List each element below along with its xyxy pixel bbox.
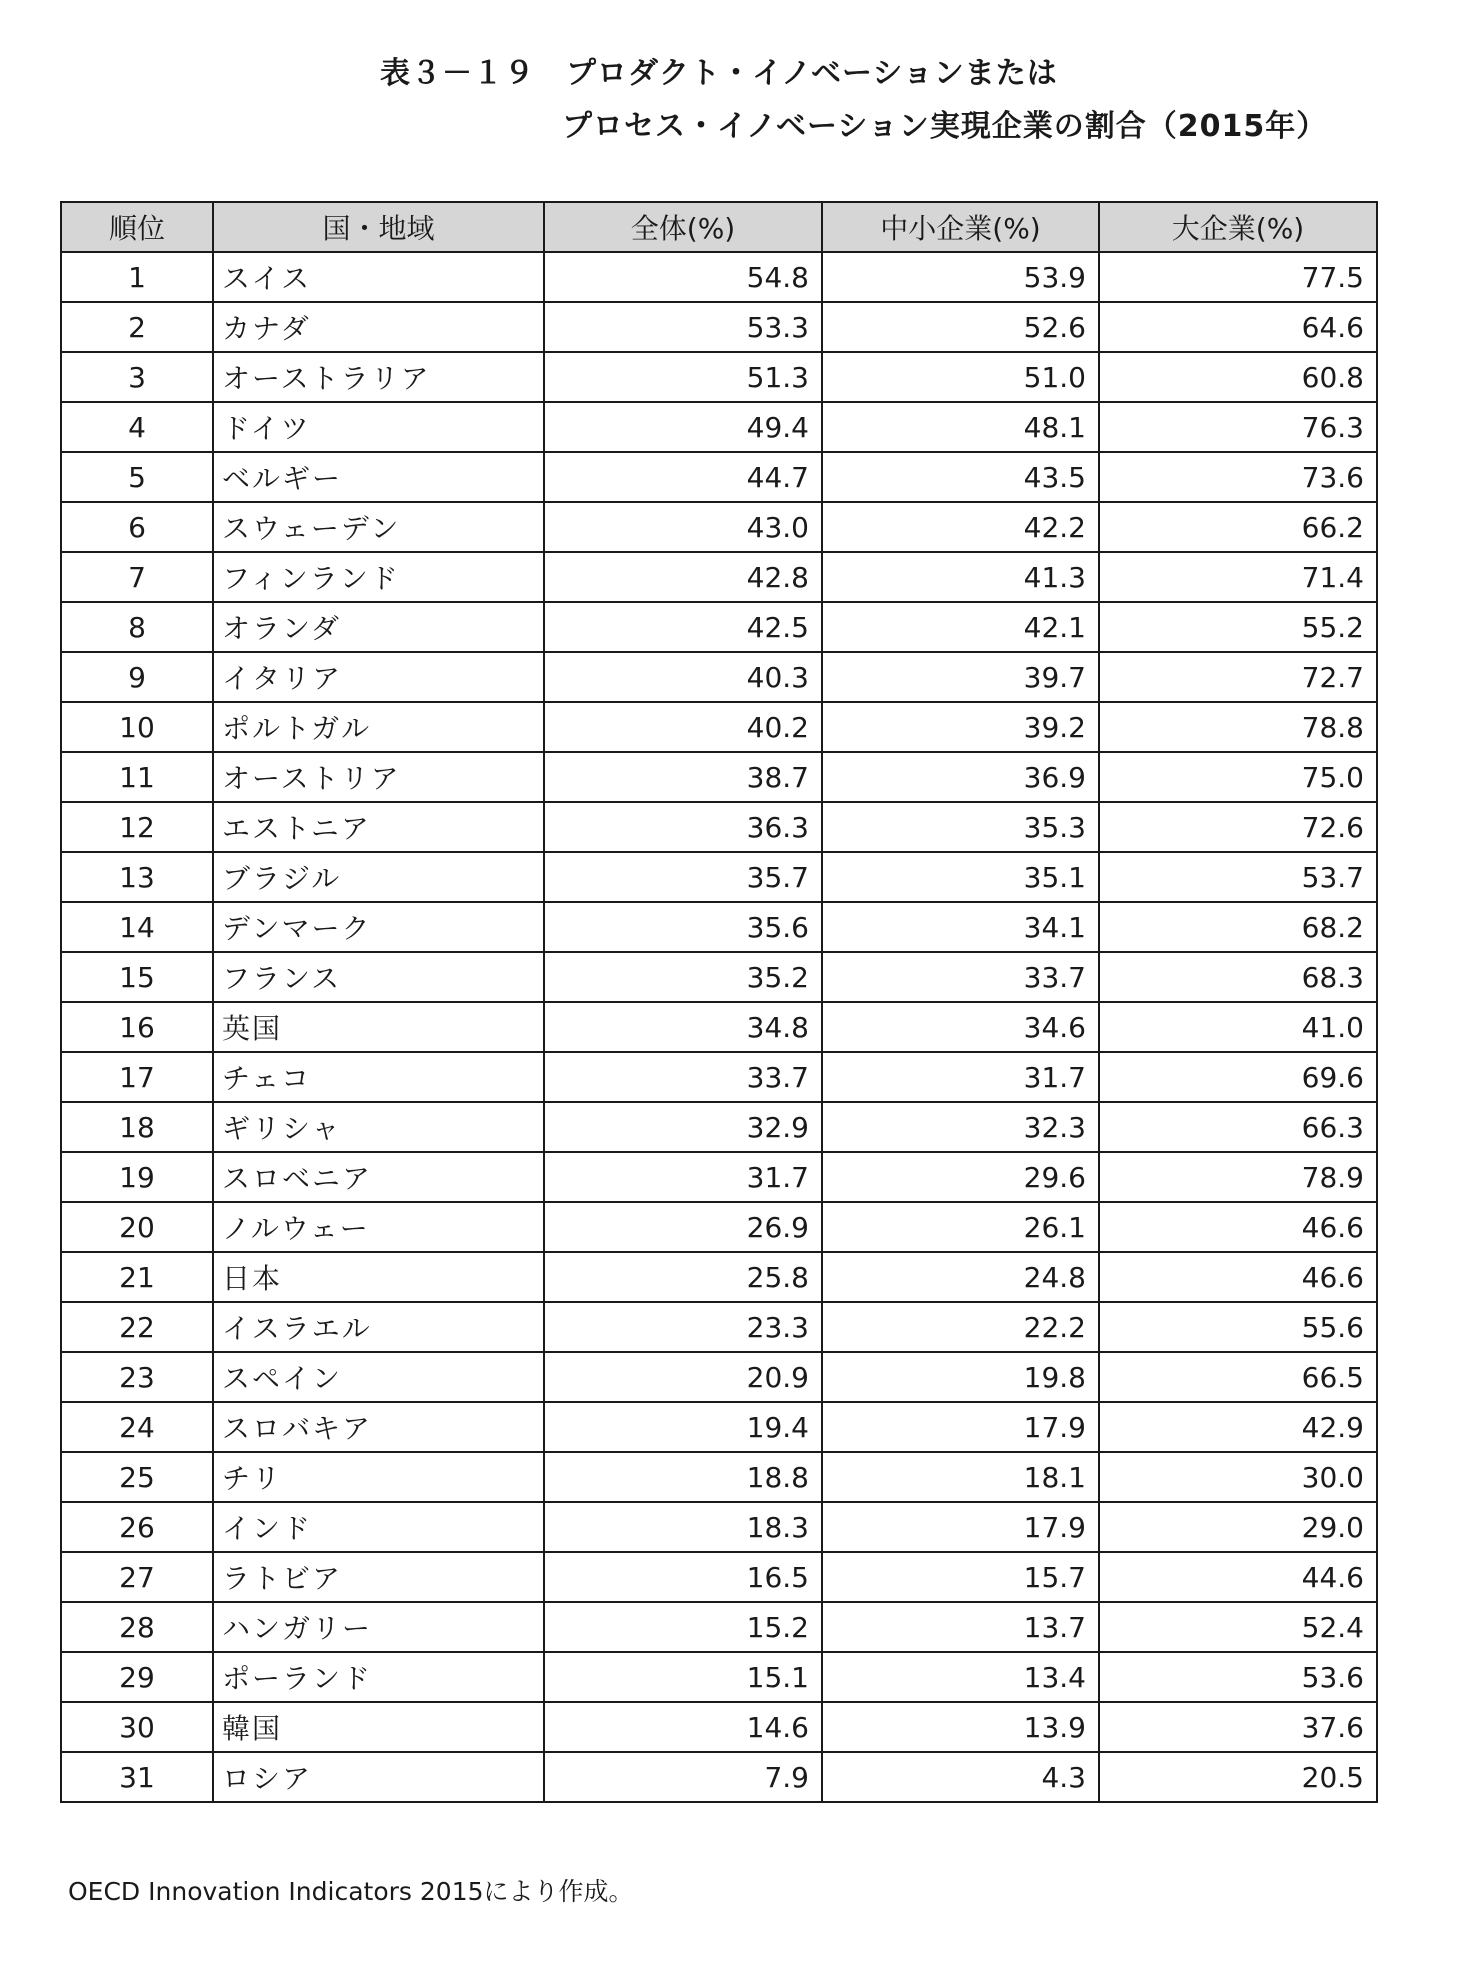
table-title-line-2: プロセス・イノベーション実現企業の割合（2015年） [562,109,1328,144]
total-cell: 42.8 [544,552,822,602]
table-row [61,1452,1377,1502]
sme-cell: 42.1 [822,602,1099,652]
rank-cell: 25 [61,1452,213,1502]
large-cell: 68.3 [1099,952,1377,1002]
country-cell: ノルウェー [213,1202,544,1252]
total-cell: 44.7 [544,452,822,502]
large-cell: 20.5 [1099,1752,1377,1802]
table-row [61,602,1377,652]
rank-cell: 28 [61,1602,213,1652]
total-cell: 35.6 [544,902,822,952]
sme-cell: 36.9 [822,752,1099,802]
large-cell: 77.5 [1099,252,1377,302]
country-cell: 韓国 [213,1702,544,1752]
total-cell: 15.1 [544,1652,822,1702]
rank-cell: 26 [61,1502,213,1552]
large-cell: 42.9 [1099,1402,1377,1452]
large-cell: 71.4 [1099,552,1377,602]
large-cell: 55.2 [1099,602,1377,652]
sme-cell: 13.4 [822,1652,1099,1702]
table-row [61,1402,1377,1452]
country-cell: スウェーデン [213,502,544,552]
table-title-line-1: 表３－１９ プロダクト・イノベーションまたは [380,56,1058,91]
sme-cell: 32.3 [822,1102,1099,1152]
rank-cell: 19 [61,1152,213,1202]
total-cell: 16.5 [544,1552,822,1602]
country-cell: ベルギー [213,452,544,502]
header-rank: 順位 [61,202,213,252]
sme-cell: 42.2 [822,502,1099,552]
country-cell: ポルトガル [213,702,544,752]
sme-cell: 41.3 [822,552,1099,602]
large-cell: 72.7 [1099,652,1377,702]
table-row [61,1102,1377,1152]
sme-cell: 4.3 [822,1752,1099,1802]
table-row [61,652,1377,702]
rank-cell: 14 [61,902,213,952]
table-row [61,552,1377,602]
total-cell: 19.4 [544,1402,822,1452]
country-cell: チェコ [213,1052,544,1102]
country-cell: スロバキア [213,1402,544,1452]
table-row [61,1752,1377,1802]
total-cell: 38.7 [544,752,822,802]
total-cell: 32.9 [544,1102,822,1152]
large-cell: 69.6 [1099,1052,1377,1102]
total-cell: 31.7 [544,1152,822,1202]
large-cell: 37.6 [1099,1702,1377,1752]
country-cell: エストニア [213,802,544,852]
sme-cell: 15.7 [822,1552,1099,1602]
rank-cell: 21 [61,1252,213,1302]
large-cell: 53.7 [1099,852,1377,902]
header-large: 大企業(%) [1099,202,1377,252]
rank-cell: 4 [61,402,213,452]
country-cell: カナダ [213,302,544,352]
total-cell: 7.9 [544,1752,822,1802]
sme-cell: 53.9 [822,252,1099,302]
total-cell: 51.3 [544,352,822,402]
table-row [61,452,1377,502]
sme-cell: 51.0 [822,352,1099,402]
large-cell: 30.0 [1099,1452,1377,1502]
large-cell: 78.9 [1099,1152,1377,1202]
rank-cell: 8 [61,602,213,652]
sme-cell: 39.2 [822,702,1099,752]
country-cell: スロベニア [213,1152,544,1202]
country-cell: イスラエル [213,1302,544,1352]
large-cell: 52.4 [1099,1602,1377,1652]
total-cell: 40.2 [544,702,822,752]
sme-cell: 52.6 [822,302,1099,352]
rank-cell: 1 [61,252,213,302]
sme-cell: 29.6 [822,1152,1099,1202]
sme-cell: 17.9 [822,1402,1099,1452]
rank-cell: 5 [61,452,213,502]
large-cell: 64.6 [1099,302,1377,352]
rank-cell: 24 [61,1402,213,1452]
table-row [61,1552,1377,1602]
table-row [61,902,1377,952]
rank-cell: 11 [61,752,213,802]
large-cell: 66.5 [1099,1352,1377,1402]
large-cell: 46.6 [1099,1252,1377,1302]
total-cell: 43.0 [544,502,822,552]
source-note: OECD Innovation Indicators 2015により作成。 [68,1877,634,1906]
rank-cell: 13 [61,852,213,902]
country-cell: チリ [213,1452,544,1502]
sme-cell: 31.7 [822,1052,1099,1102]
table-row [61,1052,1377,1102]
table-row [61,1252,1377,1302]
table-row [61,702,1377,752]
table-row [61,252,1377,302]
total-cell: 54.8 [544,252,822,302]
country-cell: ブラジル [213,852,544,902]
sme-cell: 22.2 [822,1302,1099,1352]
country-cell: デンマーク [213,902,544,952]
sme-cell: 18.1 [822,1452,1099,1502]
total-cell: 15.2 [544,1602,822,1652]
table-row [61,502,1377,552]
large-cell: 78.8 [1099,702,1377,752]
large-cell: 29.0 [1099,1502,1377,1552]
rank-cell: 20 [61,1202,213,1252]
rank-cell: 7 [61,552,213,602]
table-row [61,1302,1377,1352]
table-row [61,402,1377,452]
table-row [61,1702,1377,1752]
rank-cell: 15 [61,952,213,1002]
country-cell: フランス [213,952,544,1002]
country-cell: フィンランド [213,552,544,602]
sme-cell: 34.6 [822,1002,1099,1052]
sme-cell: 48.1 [822,402,1099,452]
large-cell: 60.8 [1099,352,1377,402]
table-row [61,852,1377,902]
country-cell: ラトビア [213,1552,544,1602]
table-row [61,1152,1377,1202]
total-cell: 35.2 [544,952,822,1002]
table-row [61,1202,1377,1252]
large-cell: 55.6 [1099,1302,1377,1352]
rank-cell: 17 [61,1052,213,1102]
country-cell: インド [213,1502,544,1552]
sme-cell: 39.7 [822,652,1099,702]
total-cell: 18.8 [544,1452,822,1502]
rank-cell: 6 [61,502,213,552]
table-body [61,252,1377,1802]
sme-cell: 26.1 [822,1202,1099,1252]
sme-cell: 34.1 [822,902,1099,952]
country-cell: ハンガリー [213,1602,544,1652]
country-cell: オランダ [213,602,544,652]
sme-cell: 13.7 [822,1602,1099,1652]
country-cell: ギリシャ [213,1102,544,1152]
table-row [61,1352,1377,1402]
country-cell: スイス [213,252,544,302]
rank-cell: 3 [61,352,213,402]
sme-cell: 17.9 [822,1502,1099,1552]
table-row [61,1502,1377,1552]
table-row [61,1002,1377,1052]
large-cell: 44.6 [1099,1552,1377,1602]
header-total: 全体(%) [544,202,822,252]
table-row [61,952,1377,1002]
total-cell: 42.5 [544,602,822,652]
country-cell: スペイン [213,1352,544,1402]
rank-cell: 31 [61,1752,213,1802]
header-country: 国・地域 [213,202,544,252]
rank-cell: 29 [61,1652,213,1702]
total-cell: 53.3 [544,302,822,352]
rank-cell: 10 [61,702,213,752]
country-cell: オーストラリア [213,352,544,402]
rank-cell: 16 [61,1002,213,1052]
total-cell: 34.8 [544,1002,822,1052]
large-cell: 72.6 [1099,802,1377,852]
large-cell: 46.6 [1099,1202,1377,1252]
innovation-rate-table [60,201,1378,1803]
table-row [61,1652,1377,1702]
table-header-row [61,202,1377,252]
table-row [61,752,1377,802]
total-cell: 23.3 [544,1302,822,1352]
country-cell: ロシア [213,1752,544,1802]
country-cell: オーストリア [213,752,544,802]
table-row [61,352,1377,402]
large-cell: 53.6 [1099,1652,1377,1702]
table-row [61,302,1377,352]
large-cell: 66.2 [1099,502,1377,552]
sme-cell: 35.3 [822,802,1099,852]
large-cell: 66.3 [1099,1102,1377,1152]
total-cell: 40.3 [544,652,822,702]
rank-cell: 30 [61,1702,213,1752]
total-cell: 26.9 [544,1202,822,1252]
country-cell: イタリア [213,652,544,702]
sme-cell: 24.8 [822,1252,1099,1302]
sme-cell: 19.8 [822,1352,1099,1402]
large-cell: 75.0 [1099,752,1377,802]
country-cell: ドイツ [213,402,544,452]
total-cell: 33.7 [544,1052,822,1102]
rank-cell: 9 [61,652,213,702]
large-cell: 41.0 [1099,1002,1377,1052]
rank-cell: 12 [61,802,213,852]
large-cell: 73.6 [1099,452,1377,502]
country-cell: ポーランド [213,1652,544,1702]
header-sme: 中小企業(%) [822,202,1099,252]
country-cell: 日本 [213,1252,544,1302]
total-cell: 25.8 [544,1252,822,1302]
table-row [61,802,1377,852]
country-cell: 英国 [213,1002,544,1052]
sme-cell: 35.1 [822,852,1099,902]
rank-cell: 2 [61,302,213,352]
total-cell: 49.4 [544,402,822,452]
total-cell: 14.6 [544,1702,822,1752]
total-cell: 20.9 [544,1352,822,1402]
large-cell: 68.2 [1099,902,1377,952]
rank-cell: 18 [61,1102,213,1152]
rank-cell: 23 [61,1352,213,1402]
rank-cell: 22 [61,1302,213,1352]
rank-cell: 27 [61,1552,213,1602]
table-row [61,1602,1377,1652]
large-cell: 76.3 [1099,402,1377,452]
sme-cell: 33.7 [822,952,1099,1002]
total-cell: 35.7 [544,852,822,902]
sme-cell: 43.5 [822,452,1099,502]
sme-cell: 13.9 [822,1702,1099,1752]
total-cell: 18.3 [544,1502,822,1552]
total-cell: 36.3 [544,802,822,852]
